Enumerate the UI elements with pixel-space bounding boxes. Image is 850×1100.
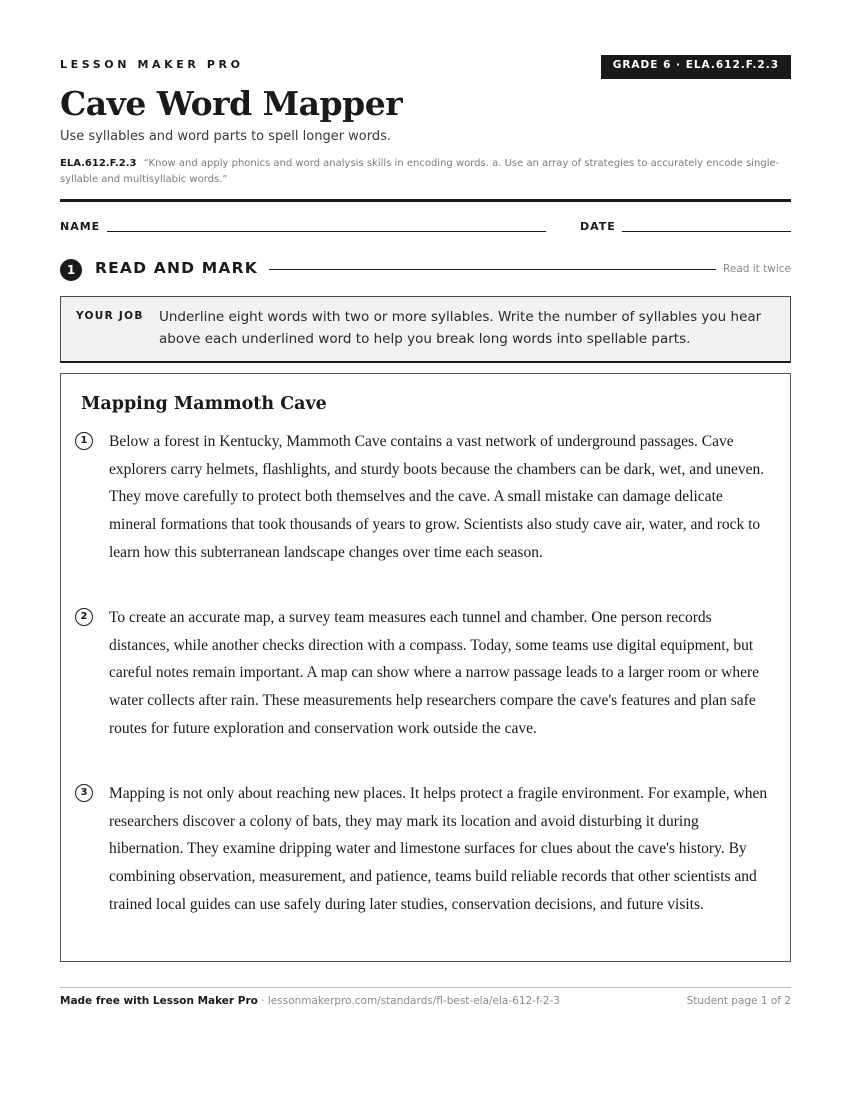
paragraph-text[interactable]: Below a forest in Kentucky, Mammoth Cave contains a vast network of underground passages. Cave explorers carry helmets, flashlights, and sturdy boots because the chambers can be dark, wet, and uneven. They move carefully to protect both themselves and the cave. A small mistake can damage delicate mineral formations that took thousands of years to grow. Scientists also study cave air, water, and rock to learn how this subterranean landscape changes over time each season. <box>109 433 765 561</box>
footer-url[interactable]: · lessonmakerpro.com/standards/fl-best-ela/ela-612-f-2-3 <box>257 995 561 1007</box>
instructions-box <box>60 296 791 363</box>
instructions-label: YOUR JOB <box>76 310 144 322</box>
footer-page-number: Student page 1 of 2 <box>686 995 791 1007</box>
footer-made-with: Made free with Lesson Maker Pro <box>60 995 258 1007</box>
standard-text: “Know and apply phonics and word analysis skills in encoding words. a. Use an array of strategies to accurately encode single-syllable and multisyllabic words.” <box>60 158 780 185</box>
paragraph-text[interactable]: Mapping is not only about reaching new places. It helps protect a fragile environment. For example, when researchers discover a colony of bats, they may mark its location and avoid disturbing it during hibernation. They examine dripping water and limestone surfaces for clues about the cave's history. By combining observation, measurement, and patience, teams build reliable records that other scientists and trained local guides can use safely during later studies, conservation decisions, and future visits. <box>109 785 768 913</box>
standard-description <box>60 156 785 188</box>
section-divider <box>269 269 716 270</box>
worksheet-page <box>60 0 791 1100</box>
section-number-badge: 1 <box>60 259 82 281</box>
paragraph-number: 1 <box>75 432 93 450</box>
brand-name: LESSON MAKER PRO <box>60 58 244 71</box>
page-subtitle: Use syllables and word parts to spell longer words. <box>60 129 392 144</box>
date-label: DATE <box>580 220 616 233</box>
footer-divider <box>60 987 791 988</box>
reading-passage <box>60 373 791 962</box>
page-title: Cave Word Mapper <box>60 84 403 123</box>
passage-title: Mapping Mammoth Cave <box>81 394 327 414</box>
paragraph-number: 2 <box>75 608 93 626</box>
header-divider <box>60 199 791 202</box>
name-field[interactable] <box>107 231 546 232</box>
grade-badge: GRADE 6 · ELA.612.F.2.3 <box>601 55 791 79</box>
footer-credit <box>60 995 560 1007</box>
instructions-text: Underline eight words with two or more syllables. Write the number of syllables you hear above each underlined word to help you break long words into spellable parts. <box>159 309 762 347</box>
name-label: NAME <box>60 220 101 233</box>
date-field[interactable] <box>622 231 791 232</box>
paragraph-text[interactable]: To create an accurate map, a survey team measures each tunnel and chamber. One person records distances, while another checks direction with a compass. Today, some teams use digital equipment, but careful notes remain important. A map can show where a narrow passage leads to a larger room or where water collects after rain. These measurements help researchers compare the cave's features and plan safe routes for future exploration and conservation work outside the cave. <box>109 609 760 737</box>
standard-code: ELA.612.F.2.3 <box>60 158 137 169</box>
paragraph-number: 3 <box>75 784 93 802</box>
section-title: READ AND MARK <box>95 259 258 277</box>
section-note: Read it twice <box>723 263 791 275</box>
